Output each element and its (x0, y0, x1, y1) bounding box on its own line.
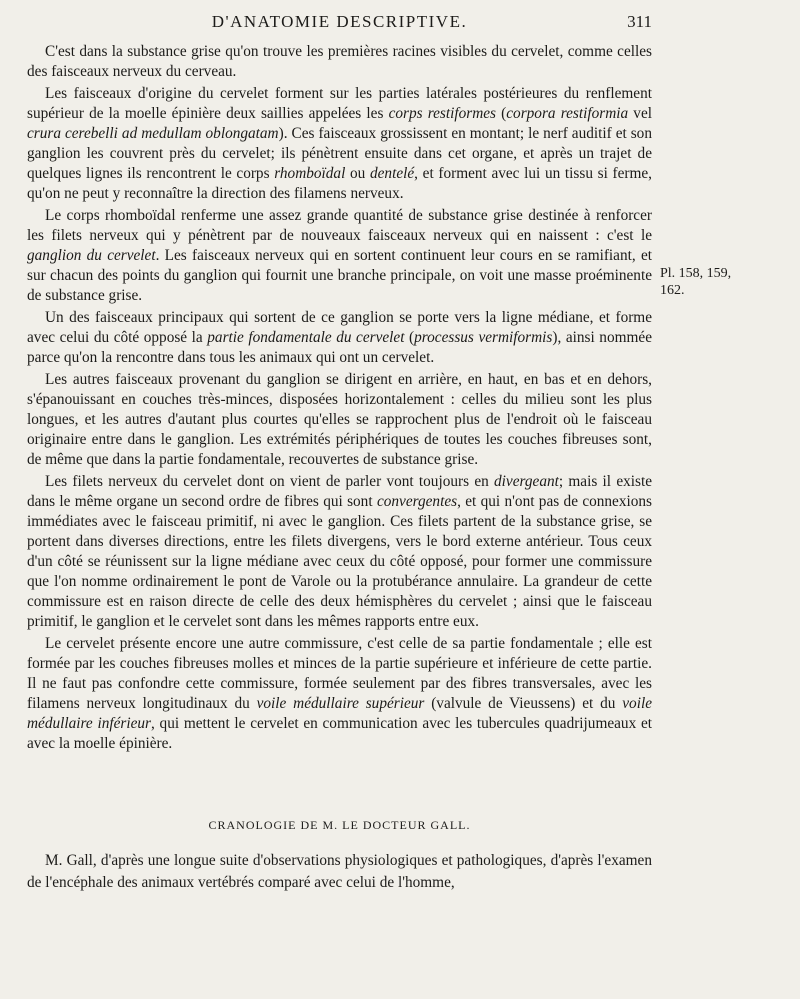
text-run: Les filets nerveux du cervelet dont on vient de parler vont toujours en (45, 473, 495, 490)
italic-term: divergeant (494, 473, 559, 490)
margin-note-plates: Pl. 158, 159, 162. (660, 266, 732, 298)
text-run: . Les faisceaux nerveux qui en sortent continuent leur cours en se ramifiant, et sur chacun des points du ganglion qui fournit une branche principale, on voit une masse proéminente de substance grise. (27, 247, 652, 304)
italic-term: corpora restiformia (506, 105, 629, 122)
section-text (27, 850, 652, 894)
paragraph (27, 472, 652, 632)
italic-term: corps restiformes (388, 105, 496, 122)
paragraph (27, 84, 652, 204)
text-run: ( (404, 329, 415, 346)
italic-term: partie fondamentale du cervelet (207, 329, 405, 346)
italic-term: dentelé (369, 165, 415, 182)
text-run: (valvule de Vieussens) et du (424, 695, 623, 712)
italic-term: voile médullaire supérieur (256, 695, 425, 712)
text-run: ( (496, 105, 507, 122)
paragraph (27, 370, 652, 470)
italic-term: crura cerebelli ad medullam oblongatam (27, 125, 279, 142)
text-run: C'est dans la substance grise qu'on trouve les premières racines visibles du cervelet, comme celles des faisceaux nerveux du cerveau. (27, 43, 652, 80)
text-run: , et qui n'ont pas de connexions immédiates avec le faisceau primitif, ni avec le ganglion. Ces filets partent de la substance grise, se portent dans diverses directions, entre les filets divergens, vers le bord externe antérieur. Tous ceux d'un côté se réunissent sur la ligne médiane avec ceux du côté opposé, pour former une commissure que l'on nomme ordinairement le pont de Varole ou la protubérance annulaire. La grandeur de cette commissure est en raison directe de celle des deux hémisphères du cervelet ; ainsi que le faisceau primitif, le ganglion et le cervelet sont dans les mêmes rapports entre eux. (27, 493, 652, 630)
text-run: Les faisceaux d'origine du cervelet forment sur les parties latérales postérieures du renflement supérieur de la moelle épinière deux saillies appelées les (27, 85, 652, 122)
paragraph (27, 42, 652, 82)
paragraph (27, 308, 652, 368)
paragraph (27, 206, 652, 306)
text-run: vel (628, 105, 652, 122)
italic-term: convergentes (376, 493, 458, 510)
running-title: D'ANATOMIE DESCRIPTIVE. (211, 12, 468, 31)
text-run: ou (345, 165, 370, 182)
text-run: Les autres faisceaux provenant du ganglion se dirigent en arrière, en haut, en bas et en dehors, s'épanouissant en couches très-minces, disposées horizontalement : celles du milieu sont les plus longues, et les autres d'autant plus courtes qu'elles se rapprochent plus de l'endroit où le faisceau originaire entre dans le ganglion. Les extrémités périphériques de toutes les couches fibreuses sont, de même que dans la partie fondamentale, recouvertes de substance grise. (27, 371, 652, 468)
text-run: ; mais il existe dans le même organe un second ordre de fibres qui sont (27, 473, 653, 510)
italic-term: voile médullaire inférieur (27, 695, 652, 732)
text-run: , qui mettent le cervelet en communication avec les tubercules quadrijumeaux et avec la moelle épinière. (27, 715, 653, 752)
page-header (27, 12, 652, 38)
paragraph: M. Gall, d'après une longue suite d'observations physiologiques et pathologiques, d'après l'examen de l'encéphale des animaux vertébrés comparé avec celui de l'homme, (27, 852, 652, 891)
paragraph (27, 634, 652, 754)
main-text (27, 42, 652, 756)
text-run: Un des faisceaux principaux qui sortent de ce ganglion se porte vers la ligne médiane, et forme avec celui du côté opposé la (27, 309, 652, 346)
italic-term: ganglion du cervelet (27, 247, 156, 264)
section-heading: CRANOLOGIE DE M. LE DOCTEUR GALL. (208, 818, 471, 832)
text-run: , et forment avec lui un tissu si ferme, qu'on ne peut y reconnaître la direction des filamens nerveux. (27, 165, 653, 202)
italic-term: processus vermiformis (414, 329, 553, 346)
italic-term: rhomboïdal (274, 165, 346, 182)
text-run: ). Ces faisceaux grossissent en montant; le nerf auditif et son ganglion les couvrent près du cervelet; ils pénètrent ensuite dans cet organe, et après un trajet de quelques lignes ils rencontrent le corps (27, 125, 652, 182)
text-run: Le corps rhomboïdal renferme une assez grande quantité de substance grise destinée à renforcer les filets nerveux qui y pénètrent par de nouveaux faisceaux nerveux qui en naissent : c'est le (27, 207, 652, 244)
page-number: 311 (627, 12, 652, 31)
text-run: ), ainsi nommée parce qu'on la rencontre dans tous les animaux qui ont un cervelet. (27, 329, 652, 366)
text-run: Le cervelet présente encore une autre commissure, c'est celle de sa partie fondamentale ; elle est formée par les couches fibreuses molles et minces de la partie supérieure et inférieure de cette partie. Il ne faut pas confondre cette commissure, formée seulement par des fibres transversales, avec les filamens nerveux longitudinaux du (27, 635, 652, 712)
